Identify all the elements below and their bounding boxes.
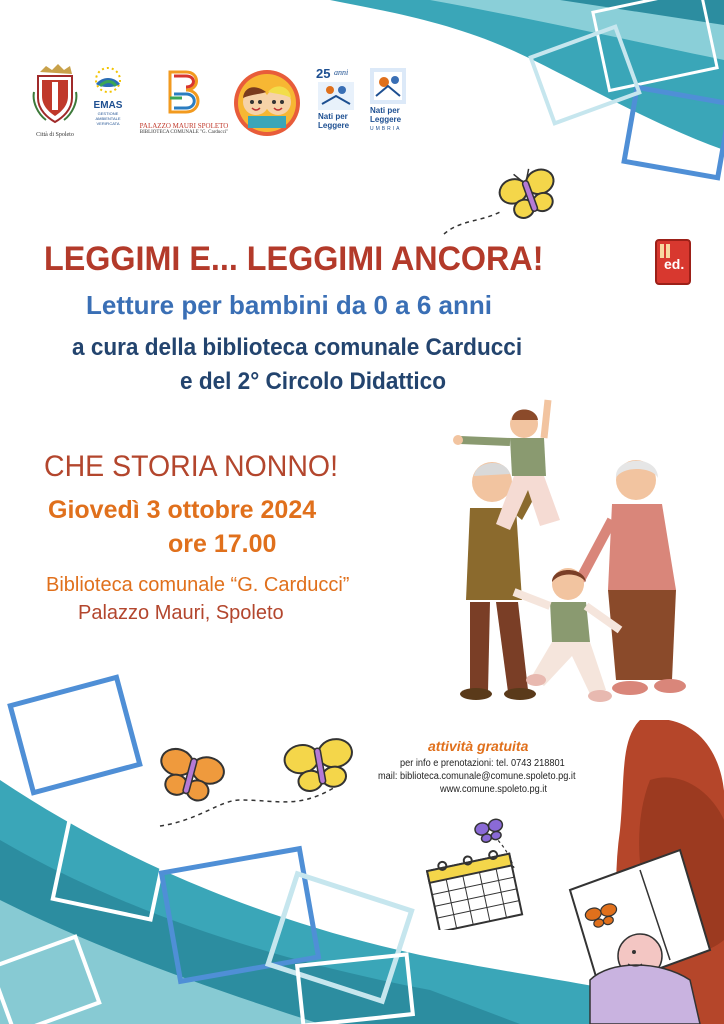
npl25-label-1: Nati per	[318, 112, 348, 121]
event-time: ore 17.00	[168, 530, 277, 558]
npl-umbria-label-2: Leggere	[370, 115, 402, 124]
butterfly-icon	[282, 736, 357, 794]
emas-caption: GESTIONE AMBIENTALE VERIFICATA	[95, 111, 121, 126]
event-date: Giovedì 3 ottobre 2024	[48, 496, 317, 524]
butterfly-icon	[440, 160, 570, 240]
mother-reading-illustration	[530, 720, 724, 1024]
emas-logo	[86, 66, 130, 144]
spoleto-logo	[32, 62, 78, 142]
event-name: CHE STORIA NONNO!	[44, 450, 339, 483]
palazzo-mauri-logo-icon	[134, 68, 234, 118]
npl-umbria-label-1: Nati per	[370, 106, 400, 115]
npl-umbria-region: UMBRIA	[370, 126, 402, 132]
poster-title: LEGGIMI E... LEGGIMI ANCORA!	[44, 240, 544, 278]
coat-of-arms-icon	[32, 62, 78, 124]
emas-title: EMAS	[93, 100, 123, 111]
grandparents-children-illustration	[440, 380, 700, 720]
palazzo-caption: BIBLIOTECA COMUNALE "G. Carducci"	[139, 130, 229, 135]
npl25-label-2: Leggere	[318, 121, 350, 130]
venue-line-2: Palazzo Mauri, Spoleto	[78, 602, 284, 624]
anniversary-anni: anni	[334, 68, 349, 77]
free-activity-label: attività gratuita	[428, 738, 529, 754]
butterfly-icon	[153, 746, 226, 806]
credit-line-1: a cura della biblioteca comunale Carducci	[72, 334, 523, 361]
booking-info: per info e prenotazioni: tel. 0743 218801	[400, 758, 565, 769]
calendar-icon	[418, 850, 528, 930]
palazzo-title: PALAZZO MAURI SPOLETO	[139, 122, 229, 130]
butterfly-pair-icon	[140, 730, 370, 840]
anniversary-number: 25	[316, 66, 331, 81]
website-link[interactable]: www.comune.spoleto.pg.it	[440, 784, 547, 795]
book-reading-icon	[370, 68, 406, 104]
venue-line-1: Biblioteca comunale “G. Carducci”	[46, 574, 350, 596]
credit-line-2: e del 2° Circolo Didattico	[180, 368, 447, 395]
book-reading-icon	[318, 82, 354, 110]
nati-per-leggere-umbria-logo	[366, 66, 414, 142]
palazzo-mauri-logo	[134, 68, 234, 144]
reading-kids-logo-icon	[232, 68, 302, 138]
mail-info[interactable]: mail: biblioteca.comunale@comune.spoleto.pg.it	[378, 771, 576, 782]
poster-subtitle: Letture per bambini da 0 a 6 anni	[86, 290, 492, 320]
spoleto-caption: Città di Spoleto	[36, 132, 74, 138]
nati-per-leggere-25-logo	[312, 66, 360, 140]
emas-logo-icon	[86, 66, 130, 96]
ed-badge: ed.	[664, 256, 685, 272]
